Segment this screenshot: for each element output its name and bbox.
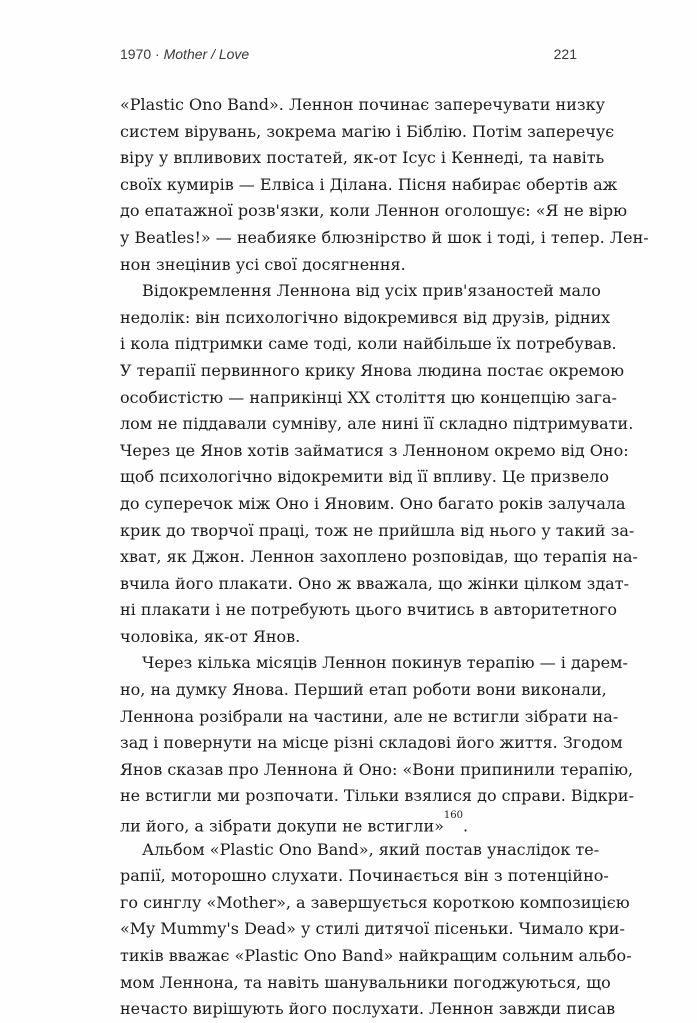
line-end-punctuation: . bbox=[463, 816, 469, 836]
text-line: не встигли ми розпочати. Тільки взялися до справи. Відкри- bbox=[120, 786, 634, 806]
text-line: го синглу «Mother», а завершується короткою композицією bbox=[120, 892, 630, 912]
body-text bbox=[120, 92, 649, 1023]
text-line-with-footnote bbox=[120, 810, 599, 837]
text-line: особистістю — наприкінці XX століття цю концепцію зага- bbox=[120, 387, 617, 407]
text-line: У терапії первинного крику Янова людина постає окремою bbox=[120, 360, 625, 380]
text-line: віру у впливових постатей, як-от Ісус і Кеннеді, та навіть bbox=[120, 148, 605, 168]
text-line: «My Mummy's Dead» у стилі дитячої пісеньки. Чимало кри- bbox=[120, 919, 625, 939]
text-line: Янов сказав про Леннона й Оно: «Вони припинили терапію, bbox=[120, 759, 634, 779]
text-line: Відокремлення Леннона від усіх прив'язаностей мало bbox=[142, 281, 601, 301]
header-chapter: Mother / Love bbox=[163, 46, 250, 62]
header-separator: · bbox=[155, 46, 160, 62]
text-line: ні плакати і не потребують цього вчитись в авторитетного bbox=[120, 600, 618, 620]
text-line: у Beatles!» — неабияке блюзнірство й шок і тоді, і тепер. Лен- bbox=[120, 227, 649, 247]
text-line: Через це Янов хотів займатися з Ленноном окремо від Оно: bbox=[120, 440, 629, 460]
text-line: нон знецінив усі свої досягнення. bbox=[120, 254, 406, 274]
header-year: 1970 bbox=[120, 46, 152, 62]
running-header bbox=[120, 46, 577, 62]
text-line: і кола підтримки саме тоді, коли найбільше їх потребував. bbox=[120, 334, 617, 354]
text-line: крик до творчої праці, тож не прийшла від нього у такий за- bbox=[120, 520, 635, 540]
chapter-title bbox=[120, 46, 249, 62]
text-line: «Plastic Ono Band». Леннон починає заперечувати низку bbox=[120, 95, 605, 114]
text-line: до епатажної розв'язки, коли Леннон оголошує: «Я не вірю bbox=[120, 201, 628, 221]
text-line: но, на думку Янова. Перший етап роботи вони виконали, bbox=[120, 680, 607, 700]
text-line: тиків вважає «Plastic Ono Band» найкращим сольним альбо- bbox=[120, 946, 632, 965]
text-line: мом Леннона, та навіть шанувальники погоджуються, що bbox=[120, 972, 611, 992]
text-line: чоловіка, як-от Янов. bbox=[120, 626, 301, 646]
text-line: рапії, моторошно слухати. Починається він з потенційно- bbox=[120, 866, 609, 886]
text-line: Через кілька місяців Леннон покинув терапію — і дарем- bbox=[142, 653, 628, 673]
text-line: хват, як Джон. Леннон захоплено розповідав, що терапія на- bbox=[120, 547, 638, 567]
text-line: ли його, а зібрати докупи не встигли» bbox=[120, 816, 444, 836]
text-line: щоб психологічно відокремити від її впливу. Це призвело bbox=[120, 467, 610, 487]
text-line: Леннона розібрали на частини, але не встигли зібрати на- bbox=[120, 706, 619, 726]
text-line: вчила його плакати. Оно ж вважала, що жінки цілком здат- bbox=[120, 573, 629, 593]
text-line: недолік: він психологічно відокремився від друзів, рідних bbox=[120, 307, 611, 327]
text-line: до суперечок між Оно і Яновим. Оно багато років залучала bbox=[120, 493, 626, 513]
text-line: лом не піддавали сумніву, але нині її складно підтримувати. bbox=[120, 414, 634, 434]
page-number: 221 bbox=[553, 46, 577, 62]
text-line: систем вірувань, зокрема магію і Біблію. Потім заперечує bbox=[120, 121, 615, 141]
text-line: нечасто вирішують його послухати. Леннон завжди писав bbox=[120, 999, 616, 1019]
text-line: Альбом «Plastic Ono Band», який постав унаслідок те- bbox=[142, 839, 600, 859]
text-line: зад і повернути на місце різні складові його життя. Згодом bbox=[120, 733, 623, 753]
text-line: своїх кумирів — Елвіса і Ділана. Пісня набирає обертів аж bbox=[120, 174, 618, 194]
footnote-reference[interactable]: 160 bbox=[443, 810, 463, 822]
